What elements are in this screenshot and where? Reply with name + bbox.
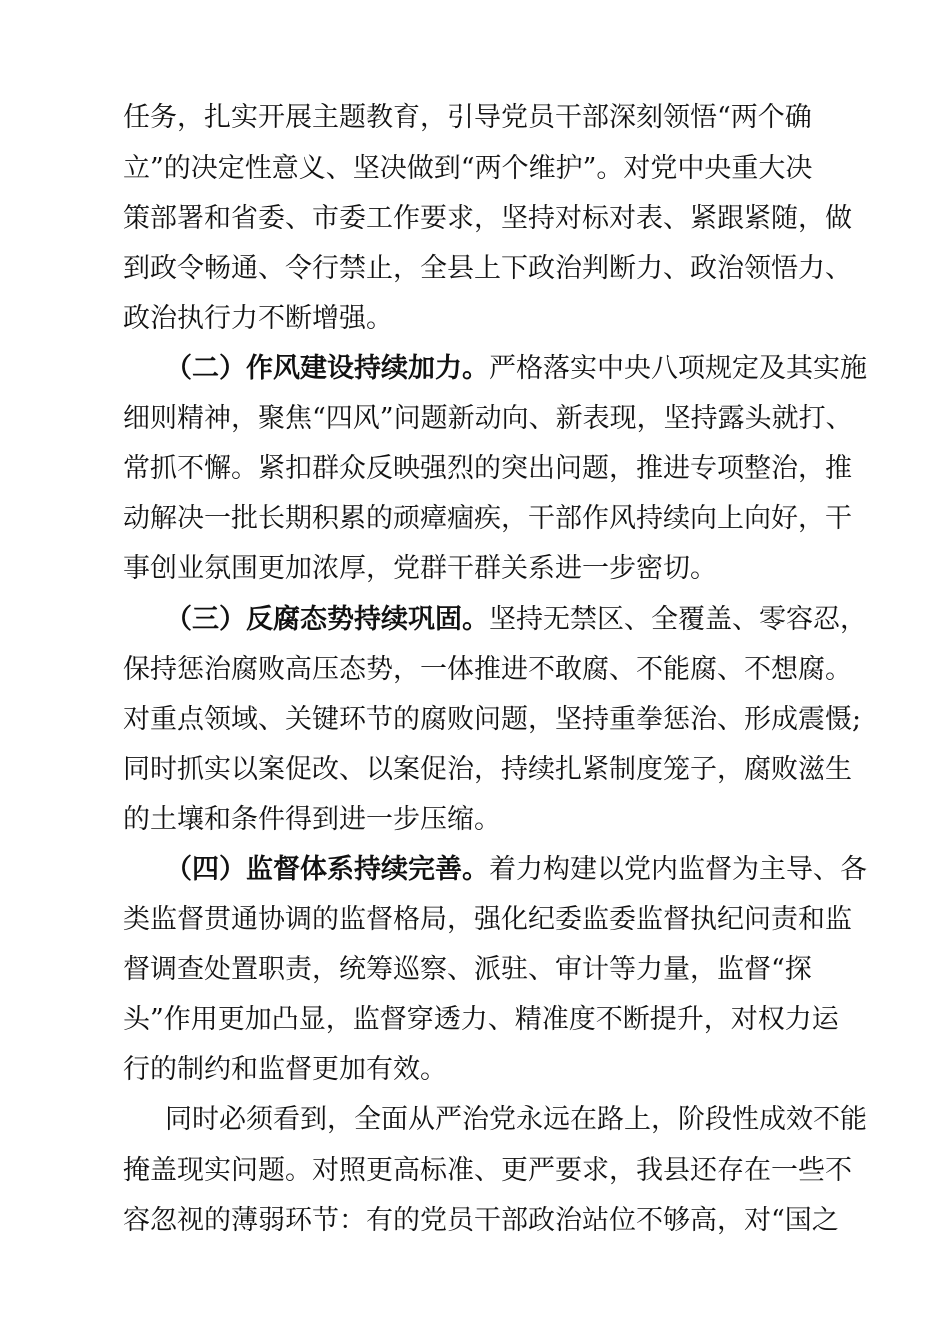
text-line: 到政令畅通、令行禁止，全县上下政治判断力、政治领悟力、 [123,253,852,284]
paragraph-line [165,353,867,385]
text-line: 掩盖现实问题。对照更高标准、更严要求，我县还存在一些不 [123,1155,852,1186]
paragraph-line [165,604,867,636]
text-line: 同时必须看到，全面从严治党永远在路上，阶段性成效不能 [165,1104,867,1135]
section-heading-4: （四）监督体系持续完善。 [165,854,489,885]
text-line: 立”的决定性意义、坚决做到“两个维护”。对党中央重大决 [123,153,813,184]
text-line: 策部署和省委、市委工作要求，坚持对标对表、紧跟紧随，做 [123,203,852,234]
text-line: 保持惩治腐败高压态势，一体推进不敢腐、不能腐、不想腐。 [123,654,852,685]
text-line: 任务，扎实开展主题教育，引导党员干部深刻领悟“两个确 [123,102,812,133]
text-line: 事创业氛围更加浓厚，党群干群关系进一步密切。 [123,553,717,584]
text-line: 头”作用更加凸显，监督穿透力、精准度不断提升，对权力运 [123,1004,839,1035]
text-line: 细则精神，聚焦“四风”问题新动向、新表现，坚持露头就打、 [123,403,853,434]
text-line: 常抓不懈。紧扣群众反映强烈的突出问题，推进专项整治，推 [123,453,852,484]
text-line: 同时抓实以案促改、以案促治，持续扎紧制度笼子，腐败滋生 [123,754,852,785]
text-line: 动解决一批长期积累的顽瘴痼疾，干部作风持续向上向好，干 [123,503,852,534]
section-heading-3: （三）反腐态势持续巩固。 [165,604,489,635]
section-heading-2: （二）作风建设持续加力。 [165,353,489,384]
text-line: 督调查处置职责，统筹巡察、派驻、审计等力量，监督“探 [123,954,812,985]
text-line: 类监督贯通协调的监督格局，强化纪委监委监督执纪问责和监 [123,904,852,935]
text-run: 严格落实中央八项规定及其实施 [489,353,867,384]
text-run: 坚持无禁区、全覆盖、零容忍， [489,604,867,635]
text-line: 政治执行力不断增强。 [123,303,393,334]
paragraph-line [165,854,867,886]
text-run: 着力构建以党内监督为主导、各 [489,854,867,885]
text-line: 容忽视的薄弱环节：有的党员干部政治站位不够高，对“国之 [123,1205,839,1236]
text-line: 对重点领域、关键环节的腐败问题，坚持重拳惩治、形成震慑; [123,704,862,735]
text-line: 行的制约和监督更加有效。 [123,1054,447,1085]
text-line: 的土壤和条件得到进一步压缩。 [123,804,501,835]
